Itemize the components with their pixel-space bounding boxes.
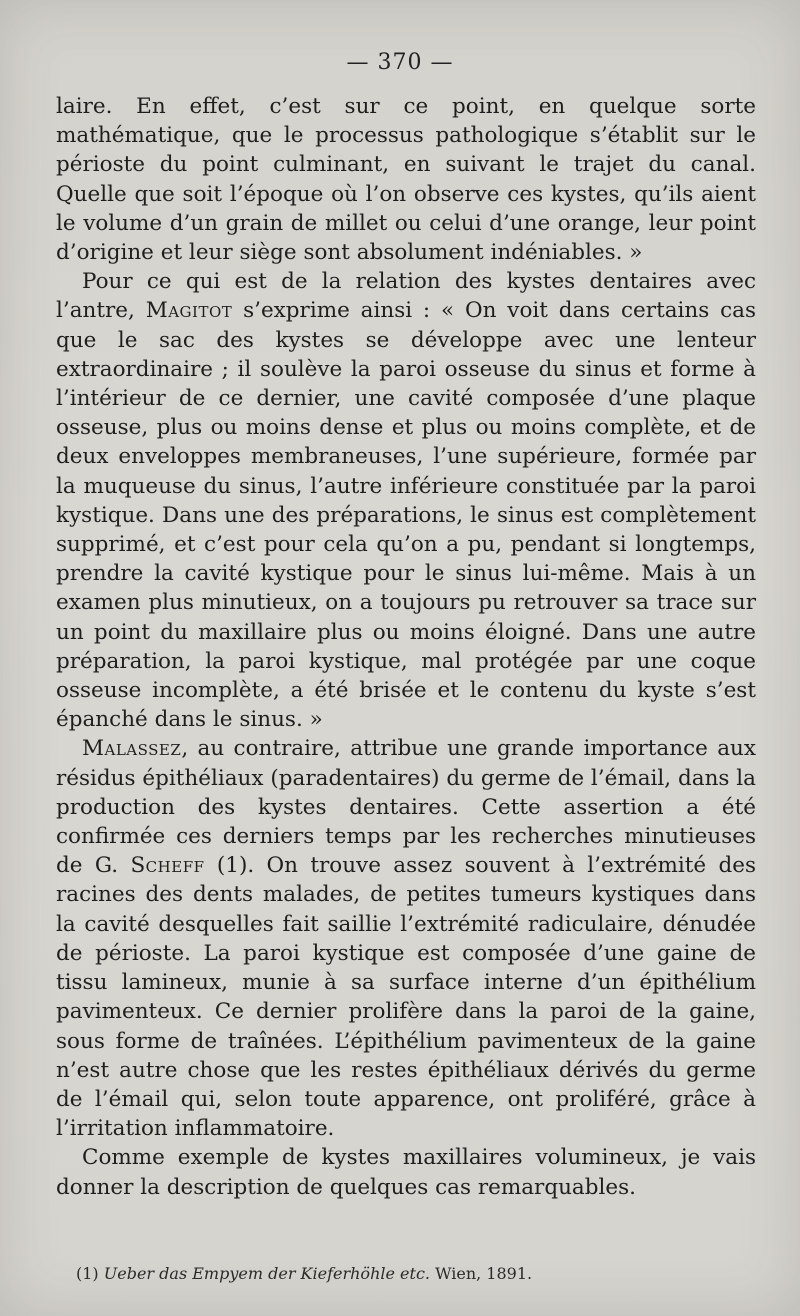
paragraph-text: Pour ce qui est de la relation des kystes dentaires avec l’antre,: [56, 269, 756, 324]
paragraph-text: s’exprime ainsi : « On voit dans certains cas que le sac des kystes se développe avec une lenteur extraordinaire ; il soulève la paroi osseuse du sinus et forme à l’intérieur de ce dernier, une cavité composée d’une plaque osseuse, plus ou moins dense et plus ou moins complète, et de deux enveloppes membraneuses, l’une supérieure, formée par la muqueuse du sinus, l’autre inférieure constituée par la paroi kystique. Dans une des préparations, le sinus est complètement supprimé, et c’est pour cela qu’on a pu, pendant si longtemps, prendre la cavité kystique pour le sinus lui-même. Mais à un examen plus minutieux, on a toujours pu retrouver sa trace sur un point du maxillaire plus ou moins éloigné. Dans une autre préparation, la paroi kystique, mal protégée par une coque osseuse incomplète, a été brisée et le contenu du kyste s’est épanché dans le sinus. »: [56, 298, 756, 733]
paragraph-text: , au contraire, attribue une grande importance aux résidus épithéliaux (paradentaires) du germe de l’émail, dans la production des kystes dentaires. Cette assertion a été confirmée ces derniers temps par les recherches minutieuses de G.: [56, 736, 756, 879]
paragraph: [56, 267, 756, 734]
paragraph: [56, 92, 756, 267]
paragraph: [56, 734, 756, 1143]
footnote: [76, 1264, 756, 1283]
paragraph: [56, 1143, 756, 1201]
author-name: Magitot: [145, 298, 233, 324]
footnote-title: Ueber das Empyem der Kieferhöhle etc.: [103, 1264, 430, 1283]
footnote-rest: Wien, 1891.: [435, 1264, 533, 1283]
paragraph-text: (1). On trouve assez souvent à l’extrémité des racines des dents malades, de petites tumeurs kystiques dans la cavité desquelles fait saillie l’extrémité radiculaire, dénudée de périoste. La paroi kystique est composée d’une gaine de tissu lamineux, munie à sa surface interne d’un épithélium pavimenteux. Ce dernier prolifère dans la paroi de la gaine, sous forme de traînées. L’épithélium pavimenteux de la gaine n’est autre chose que les restes épithéliaux dérivés du germe de l’émail qui, selon toute apparence, ont proliféré, grâce à l’irritation inflammatoire.: [56, 853, 756, 1142]
author-name: Malassez: [82, 736, 182, 762]
paragraph-text: laire. En effet, c’est sur ce point, en quelque sorte mathématique, que le processus pathologique s’établit sur le périoste du point culminant, en suivant le trajet du canal. Quelle que soit l’époque où l’on observe ces kystes, qu’ils aient le volume d’un grain de millet ou celui d’une orange, leur point d’origine et leur siège sont absolument indéniables. »: [56, 94, 756, 266]
paragraph-text: Comme exemple de kystes maxillaires volumineux, je vais donner la description de quelques cas remarquables.: [56, 1145, 756, 1200]
author-name: Scheff: [130, 853, 205, 879]
body-text: [56, 92, 756, 1202]
page-number: — 370 —: [346, 50, 454, 75]
footnote-marker: (1): [76, 1264, 99, 1283]
